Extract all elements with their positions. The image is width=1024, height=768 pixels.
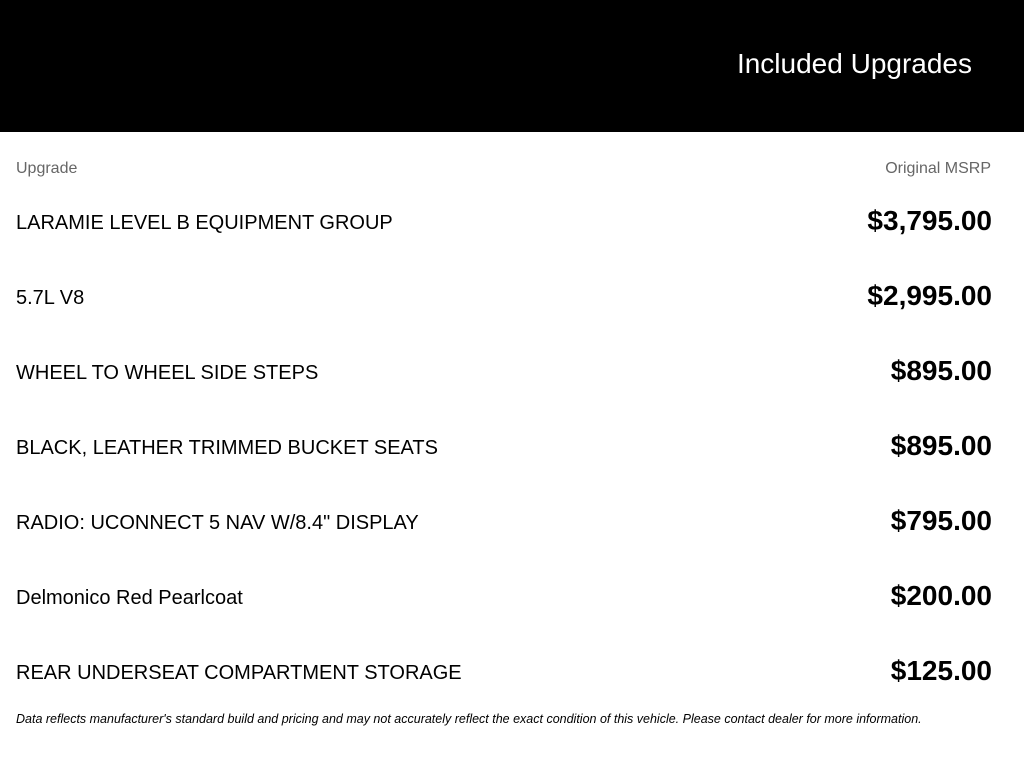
upgrade-name: BLACK, LEATHER TRIMMED BUCKET SEATS (16, 437, 438, 459)
upgrades-list (0, 185, 1024, 710)
upgrade-row (0, 560, 1024, 635)
upgrade-name: REAR UNDERSEAT COMPARTMENT STORAGE (16, 662, 462, 684)
upgrade-price: $895.00 (890, 430, 992, 461)
disclaimer-text: Data reflects manufacturer's standard build and pricing and may not accurately reflect the exact condition of this vehicle. Please contact dealer for more information. (16, 712, 922, 726)
column-header-msrp: Original MSRP (885, 160, 991, 177)
upgrade-name: LARAMIE LEVEL B EQUIPMENT GROUP (16, 212, 393, 234)
upgrade-row (0, 410, 1024, 485)
upgrade-name: Delmonico Red Pearlcoat (16, 587, 243, 609)
upgrade-name: RADIO: UCONNECT 5 NAV W/8.4" DISPLAY (16, 512, 419, 534)
upgrade-price: $2,995.00 (867, 280, 992, 311)
upgrade-price: $895.00 (890, 355, 992, 386)
upgrade-row (0, 335, 1024, 410)
upgrade-row (0, 185, 1024, 260)
upgrade-price: $3,795.00 (867, 205, 992, 236)
upgrade-row (0, 485, 1024, 560)
upgrade-row (0, 635, 1024, 710)
upgrade-name: 5.7L V8 (16, 287, 85, 309)
column-header-upgrade: Upgrade (16, 160, 78, 177)
upgrade-price: $125.00 (890, 655, 992, 686)
upgrade-name: WHEEL TO WHEEL SIDE STEPS (16, 362, 319, 384)
upgrade-row (0, 260, 1024, 335)
header-banner (0, 0, 1024, 132)
page-title: Included Upgrades (736, 48, 972, 79)
upgrade-price: $200.00 (890, 580, 992, 611)
upgrade-price: $795.00 (890, 505, 992, 536)
